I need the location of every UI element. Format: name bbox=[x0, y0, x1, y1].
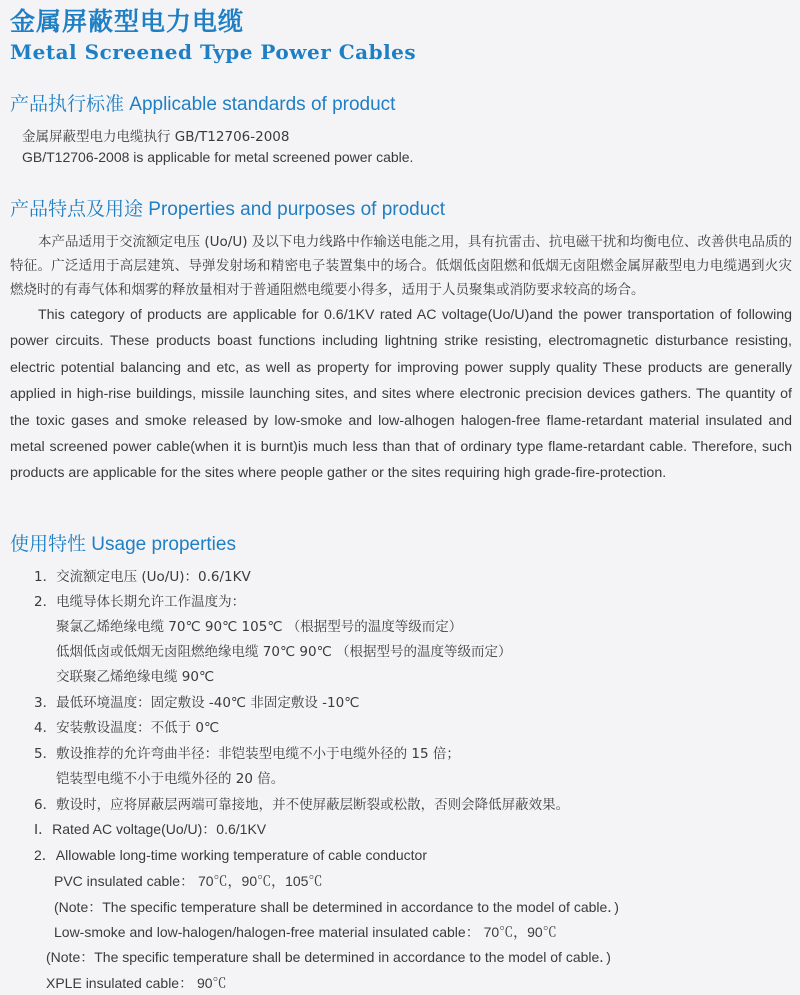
usage-item: 铠装型电缆不小于电缆外径的 20 倍。 bbox=[56, 771, 285, 787]
usage-item: (Note：The specific temperature shall be determined in accordance to the model of cable．) bbox=[46, 949, 611, 965]
page-title-en: Metal Screened Type Power Cables bbox=[10, 40, 417, 64]
usage-heading: 使用特性 Usage properties bbox=[10, 534, 236, 555]
usage-item: 5．敷设推荐的允许弯曲半径：非铠装型电缆不小于电缆外径的 15 倍； bbox=[34, 746, 460, 762]
usage-item: 6．敷设时，应将屏蔽层两端可靠接地，并不使屏蔽层断裂或松散，否则会降低屏蔽效果。 bbox=[34, 797, 570, 813]
usage-item: 3．最低环境温度：固定敷设 -40℃ 非固定敷设 -10℃ bbox=[34, 695, 360, 711]
usage-item: 交联聚乙烯绝缘电缆 90℃ bbox=[56, 669, 215, 685]
standards-heading: 产品执行标准 Applicable standards of product bbox=[10, 94, 396, 115]
usage-item: 2．电缆导体长期允许工作温度为： bbox=[34, 594, 246, 610]
usage-item: 4．安装敷设温度：不低于 0℃ bbox=[34, 720, 220, 736]
standards-line-en: GB/T12706-2008 is applicable for metal screened power cable. bbox=[22, 149, 414, 165]
properties-paragraph-cn: 本产品适用于交流额定电压 (Uo/U) 及以下电力线路中作输送电能之用，具有抗雷击、抗电磁干扰和均衡电位、改善供电品质的特征。广泛适用于高层建筑、导弹发射场和精密电子装置集中的场合。低烟低卤阻燃和低烟无卤阻燃金属屏蔽型电力电缆遇到火灾燃烧时的有毒气体和烟雾的释放量相对于普通阻燃电缆要小得多，适用于人员聚集或消防要求较高的场合。 bbox=[10, 234, 792, 298]
usage-item: Low-smoke and low-halogen/halogen-free material insulated cable： 70℃，90℃ bbox=[54, 924, 557, 940]
properties-paragraph-en: This category of products are applicable for 0.6/1KV rated AC voltage(Uo/U)and the power transportation of following power circuits. These products boast functions including lightning strike resisting, electromagnetic disturbance resisting, electric potential balancing and etc, as well as property for improving power supply quality These products are generally applied in high-rise buildings, missile launching sites, and sites where electronic precision devices gathers. The quantity of the toxic gases and smoke released by low-smoke and low-alhogen halogen-free flame-retardant material insulated and metal screened power cable(when it is burnt)is much less than that of ordinary type flame-retardant cable. Therefore, such products are applicable for the sites where people gather or the sites requiring high grade-fire-protection. bbox=[10, 307, 792, 482]
usage-item: Ⅰ．Rated AC voltage(Uo/U)：0.6/1KV bbox=[34, 821, 267, 837]
usage-item: (Note：The specific temperature shall be determined in accordance to the model of cable．) bbox=[54, 899, 619, 915]
usage-item: 2．Allowable long-time working temperature of cable conductor bbox=[34, 847, 427, 863]
standards-line-cn: 金属屏蔽型电力电缆执行 GB/T12706-2008 bbox=[22, 129, 290, 145]
usage-item: 聚氯乙烯绝缘电缆 70℃ 90℃ 105℃ （根据型号的温度等级而定） bbox=[56, 619, 463, 635]
page-title-cn: 金属屏蔽型电力电缆 bbox=[10, 7, 245, 36]
properties-heading: 产品特点及用途 Properties and purposes of product bbox=[10, 199, 446, 220]
usage-item: PVC insulated cable： 70℃，90℃，105℃ bbox=[54, 873, 323, 889]
usage-item: XPLE insulated cable： 90℃ bbox=[46, 975, 227, 991]
usage-item: 1．交流额定电压 (Uo/U)：0.6/1KV bbox=[34, 569, 251, 585]
usage-item: 低烟低卤或低烟无卤阻燃绝缘电缆 70℃ 90℃ （根据型号的温度等级而定） bbox=[56, 644, 512, 660]
